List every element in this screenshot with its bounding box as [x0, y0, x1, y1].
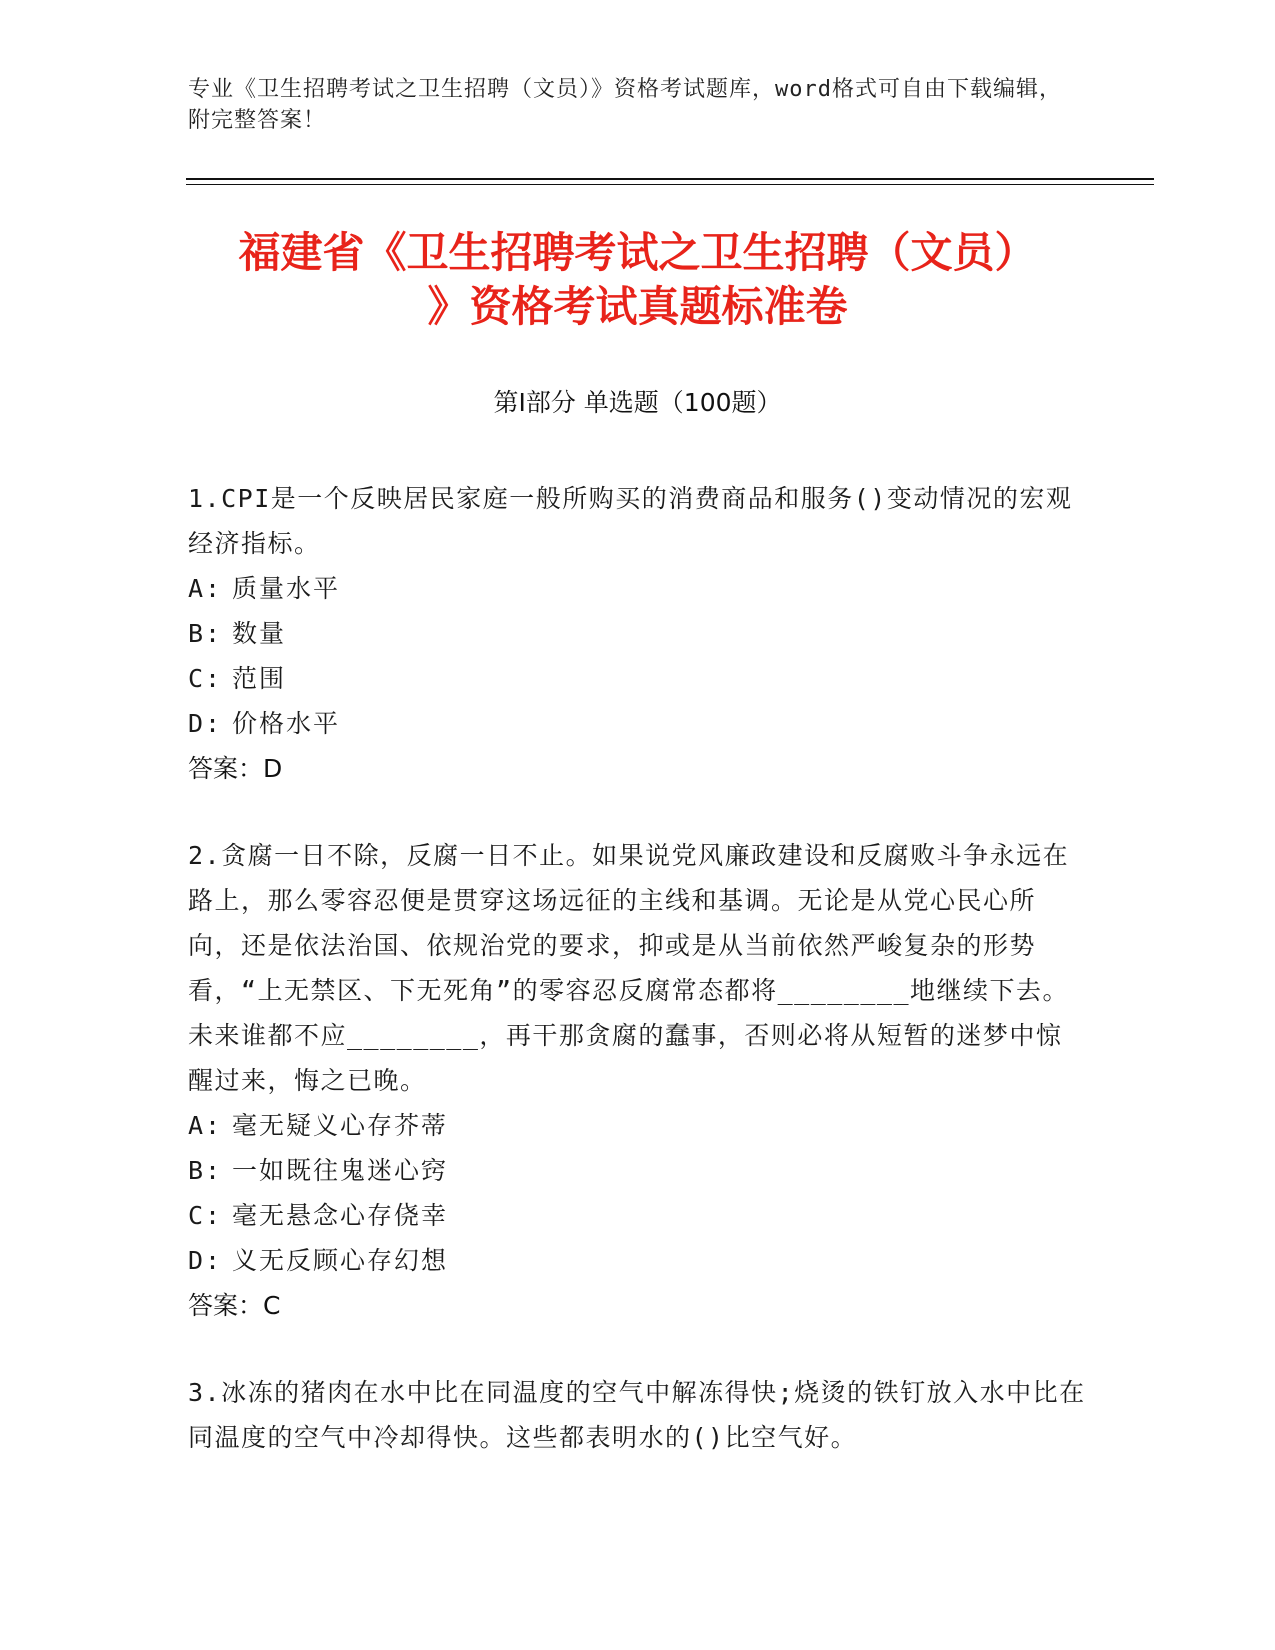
option-text: 质量水平 [232, 574, 341, 603]
question-item [188, 1370, 1088, 1460]
option-d [188, 701, 1088, 746]
option-text: 价格水平 [232, 709, 341, 738]
option-d [188, 1238, 1088, 1283]
answer-line: 答案：D [188, 754, 283, 783]
header-divider-thick [186, 178, 1154, 180]
option-letter: A: [188, 574, 223, 603]
option-letter: D: [188, 1246, 223, 1275]
option-b [188, 611, 1088, 656]
option-letter: B: [188, 619, 223, 648]
question-item [188, 476, 1088, 791]
option-text: 毫无疑义心存芥蒂 [232, 1111, 449, 1140]
header-note: 专业《卫生招聘考试之卫生招聘（文员）》资格考试题库，word格式可自由下载编辑，附完整答案！ [188, 77, 1062, 133]
option-text: 义无反顾心存幻想 [232, 1246, 449, 1275]
answer-line: 答案：C [188, 1291, 281, 1320]
option-text: 范围 [232, 664, 287, 693]
section-heading: 第Ⅰ部分 单选题（100题） [493, 388, 782, 417]
option-b [188, 1148, 1088, 1193]
document-title-line-1: 福建省《卫生招聘考试之卫生招聘（文员） [238, 228, 1037, 277]
option-letter: C: [188, 1201, 223, 1230]
header-divider-thin [186, 184, 1154, 185]
option-a [188, 566, 1088, 611]
option-letter: B: [188, 1156, 223, 1185]
document-title [160, 226, 1115, 334]
document-title-line-2: 》资格考试真题标准卷 [427, 282, 848, 331]
question-stem: 3.冰冻的猪肉在水中比在同温度的空气中解冻得快;烧烫的铁钉放入水中比在同温度的空气中冷却得快。这些都表明水的()比空气好。 [188, 1378, 1086, 1452]
option-text: 数量 [232, 619, 287, 648]
question-list [188, 476, 1088, 1502]
option-c [188, 656, 1088, 701]
option-text: 一如既往鬼迷心窍 [232, 1156, 449, 1185]
option-letter: D: [188, 709, 223, 738]
option-letter: A: [188, 1111, 223, 1140]
question-stem: 2.贪腐一日不除，反腐一日不止。如果说党风廉政建设和反腐败斗争永远在路上，那么零容忍便是贯穿这场远征的主线和基调。无论是从党心民心所向，还是依法治国、依规治党的要求，抑或是从当前依然严峻复杂的形势看，“上无禁区、下无死角”的零容忍反腐常态都将________地继续下去。未来谁都不应________，再干那贪腐的蠢事，否则必将从短暂的迷梦中惊醒过来，悔之已晚。 [188, 841, 1070, 1095]
option-c [188, 1193, 1088, 1238]
question-item [188, 833, 1088, 1328]
option-text: 毫无悬念心存侥幸 [232, 1201, 449, 1230]
option-letter: C: [188, 664, 223, 693]
option-a [188, 1103, 1088, 1148]
question-stem: 1.CPI是一个反映居民家庭一般所购买的消费商品和服务()变动情况的宏观经济指标。 [188, 484, 1073, 558]
